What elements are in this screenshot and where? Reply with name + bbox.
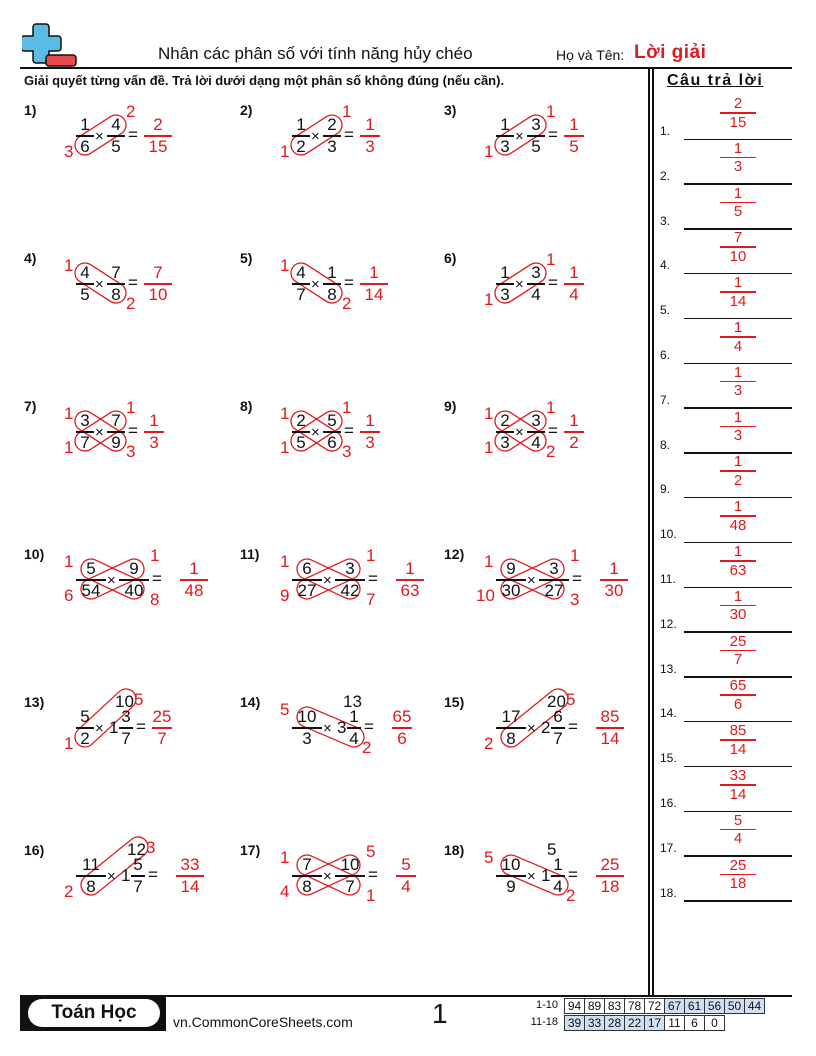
problem-number: 11) [240, 546, 260, 562]
answer-value: 1 3 [720, 410, 756, 444]
answer-fraction: 1 48 [180, 560, 208, 600]
answer-label: 7. [660, 392, 671, 407]
problem-number: 14) [240, 694, 261, 710]
answer-fraction: 25 18 [596, 856, 624, 896]
fraction-b: 6 7 [551, 708, 565, 748]
cancel-br: 2 [362, 738, 372, 757]
fraction-b: 3 42 [335, 560, 365, 600]
fraction-a: 3 7 [76, 412, 94, 452]
instructions: Giải quyết từng vấn đề. Trả lời dưới dạng một phân số không đúng (nếu cần). [24, 73, 505, 88]
fraction-a: 10 9 [496, 856, 526, 896]
answer-row-11 [660, 544, 794, 588]
improper-numerator: 5 [547, 840, 557, 859]
cancel-tr: 2 [126, 102, 136, 121]
problem-number: 17) [240, 842, 261, 858]
score-cell: 78 [625, 999, 645, 1014]
cancel-tl: 1 [484, 404, 494, 423]
score-row-label: 1-10 [535, 999, 558, 1011]
answer-value: 1 14 [720, 275, 756, 309]
answer-label: 12. [660, 616, 677, 631]
cancel-bl: 1 [484, 142, 494, 161]
cancel-tl: 1 [280, 552, 290, 571]
cancel-tl: 1 [280, 404, 290, 423]
answer-value: 7 10 [720, 230, 756, 264]
equals-sign: = [568, 717, 578, 736]
answer-fraction: 33 14 [176, 856, 204, 896]
problem-16 [24, 838, 224, 922]
worksheet-title: Nhân các phân số với tính năng hủy chéo [158, 44, 473, 63]
answer-label: 16. [660, 796, 677, 810]
answer-value: 1 3 [720, 141, 756, 175]
answer-label: 11. [660, 572, 676, 586]
cancel-bl: 4 [280, 882, 290, 901]
improper-numerator: 13 [343, 692, 362, 711]
logo-plus-minus-icon [22, 22, 80, 68]
multiply-sign: × [95, 424, 104, 441]
fraction-b: 9 40 [119, 560, 149, 600]
answer-value: 1 4 [720, 320, 756, 354]
cancel-br: 3 [342, 442, 352, 461]
problem-8 [240, 398, 440, 478]
fraction-a: 4 7 [292, 264, 310, 304]
cancel-br: 2 [546, 442, 556, 461]
answer-fraction: 1 14 [360, 264, 388, 304]
answer-fraction: 1 3 [360, 116, 380, 156]
problem-number: 10) [24, 546, 45, 562]
cancel-tr: 1 [546, 102, 556, 121]
problem-number: 6) [444, 250, 457, 266]
cancel-tr: 1 [126, 398, 136, 417]
name-label: Họ và Tên: [556, 47, 625, 63]
cancel-br: 3 [570, 590, 580, 609]
answer-column-divider [648, 67, 650, 995]
fraction-b: 7 9 [107, 412, 125, 452]
cancel-bl: 3 [64, 142, 74, 161]
equals-sign: = [344, 421, 354, 440]
fraction-a: 1 2 [292, 116, 310, 156]
score-cell: 39 [565, 1016, 585, 1031]
answer-fraction: 7 10 [144, 264, 172, 304]
score-cell: 22 [625, 1016, 645, 1031]
cancel-tl: 1 [280, 256, 290, 275]
equals-sign: = [152, 569, 162, 588]
problem-1 [24, 102, 224, 182]
answer-label: 8. [660, 437, 671, 452]
cancel-bl: 10 [476, 586, 495, 605]
score-row-label: 11-18 [530, 1016, 558, 1028]
cancel-bl: 9 [280, 586, 290, 605]
multiply-sign: × [527, 868, 536, 885]
answer-label: 17. [660, 840, 677, 855]
cancel-tr: 1 [570, 546, 580, 565]
equals-sign: = [128, 125, 138, 144]
answer-value: 1 2 [720, 454, 756, 488]
cancel-tr: 1 [342, 102, 352, 121]
answer-value: 25 7 [720, 634, 756, 668]
problem-number: 12) [444, 546, 465, 562]
equals-sign: = [548, 125, 558, 144]
equals-sign: = [568, 865, 578, 884]
answer-row-4 [660, 230, 794, 274]
cancel-br: 3 [126, 442, 136, 461]
fraction-a: 17 8 [496, 708, 526, 748]
answers-header: Câu trả lời [667, 72, 764, 89]
score-cell: 11 [665, 1016, 685, 1031]
answer-value: 65 6 [720, 678, 756, 712]
multiply-sign: × [107, 868, 116, 885]
cancel-br: 1 [366, 886, 376, 905]
equals-sign: = [548, 273, 558, 292]
improper-numerator: 20 [547, 692, 566, 711]
answer-value: 33 14 [720, 768, 756, 802]
score-row [564, 1015, 725, 1031]
answer-row-8 [660, 410, 794, 454]
problem-17 [240, 842, 440, 922]
cancel-bl: 2 [484, 734, 494, 753]
answer-label: 2. [660, 168, 671, 183]
multiply-sign: × [311, 424, 320, 441]
problem-3 [444, 102, 644, 182]
problem-5 [240, 250, 440, 330]
answer-fraction: 1 3 [360, 412, 380, 452]
problem-number: 15) [444, 694, 465, 710]
multiply-sign: × [95, 276, 104, 293]
multiply-sign: × [527, 572, 536, 589]
answer-label: 13. [660, 661, 677, 676]
answer-fraction: 1 4 [564, 264, 584, 304]
footer-site-link[interactable]: vn.CommonCoreSheets.com [173, 1014, 353, 1030]
fraction-b: 3 27 [539, 560, 569, 600]
answer-fraction: 85 14 [596, 708, 624, 748]
fraction-b: 5 6 [323, 412, 341, 452]
score-cell: 72 [645, 999, 665, 1014]
multiply-sign: × [323, 868, 332, 885]
problem-14 [240, 694, 440, 774]
name-value: Lời giải [634, 42, 707, 63]
multiply-sign: × [311, 276, 320, 293]
fraction-a: 5 54 [76, 560, 106, 600]
answer-value: 1 30 [720, 589, 756, 623]
cancel-tr: 5 [566, 690, 576, 709]
answer-fraction: 1 3 [144, 412, 164, 452]
answer-row-2 [660, 141, 794, 185]
answer-row-3 [660, 186, 794, 230]
equals-sign: = [344, 125, 354, 144]
answer-row-10 [660, 499, 794, 543]
fraction-a: 1 6 [76, 116, 94, 156]
fraction-b: 10 7 [335, 856, 365, 896]
problem-number: 8) [240, 398, 253, 414]
cancel-tr: 1 [366, 546, 376, 565]
equals-sign: = [128, 273, 138, 292]
answer-value: 1 3 [720, 365, 756, 399]
fraction-b: 5 7 [131, 856, 145, 896]
answer-row-1 [660, 96, 794, 140]
multiply-sign: × [323, 572, 332, 589]
cancel-tr: 1 [546, 250, 556, 269]
equals-sign: = [572, 569, 582, 588]
footer-brand: Toán Học [28, 999, 160, 1027]
cancel-tr: 3 [146, 838, 156, 857]
answer-label: 14. [660, 706, 677, 721]
answer-fraction: 2 15 [144, 116, 172, 156]
fraction-a: 10 3 [292, 708, 322, 748]
cancel-bl: 1 [64, 438, 74, 457]
improper-numerator: 12 [127, 840, 146, 859]
multiply-sign: × [515, 424, 524, 441]
cancel-br: 2 [566, 886, 576, 905]
score-row [564, 998, 765, 1014]
score-cell: 83 [605, 999, 625, 1014]
problem-number: 2) [240, 102, 253, 118]
answer-fraction: 25 7 [152, 707, 172, 748]
fraction-a: 4 5 [76, 264, 94, 304]
answer-column-divider [652, 67, 654, 995]
cancel-br: 2 [126, 294, 136, 313]
whole-number: 1 [109, 718, 119, 737]
score-cell: 67 [665, 999, 685, 1014]
problem-10 [24, 546, 224, 626]
problem-number: 3) [444, 102, 457, 118]
whole-number: 2 [541, 718, 551, 737]
answer-row-14 [660, 678, 794, 722]
problem-9 [444, 398, 644, 478]
answer-row-12 [660, 589, 794, 633]
multiply-sign: × [527, 720, 536, 737]
answer-label: 6. [660, 348, 671, 362]
cancel-tl: 5 [484, 848, 494, 867]
cancel-tl: 5 [280, 700, 290, 719]
answer-row-5 [660, 275, 794, 319]
score-cell: 56 [705, 999, 725, 1014]
cancel-bl: 1 [64, 734, 74, 753]
problem-4 [24, 250, 224, 330]
fraction-a: 2 3 [496, 412, 514, 452]
answer-fraction: 65 6 [392, 707, 412, 748]
score-cell: 6 [685, 1016, 705, 1031]
fraction-a: 1 3 [496, 116, 514, 156]
answer-label: 1. [660, 124, 671, 138]
fraction-a: 9 30 [496, 560, 526, 600]
answer-fraction: 5 4 [396, 856, 416, 896]
cancel-bl: 1 [484, 290, 494, 309]
whole-number: 3 [337, 718, 347, 737]
fraction-a: 2 5 [292, 412, 310, 452]
problem-7 [24, 398, 224, 478]
cancel-tl: 1 [280, 848, 290, 867]
problem-number: 5) [240, 250, 253, 266]
fraction-a: 11 8 [76, 856, 106, 896]
cancel-bl: 2 [64, 882, 74, 901]
cancel-tl: 1 [64, 404, 74, 423]
whole-number: 1 [541, 866, 551, 885]
problem-number: 9) [444, 398, 457, 414]
fraction-b: 2 3 [323, 116, 341, 156]
multiply-sign: × [311, 128, 320, 145]
whole-number: 1 [121, 866, 131, 885]
answer-row-13 [660, 634, 794, 678]
cancel-bl: 6 [64, 586, 74, 605]
cancel-tr: 1 [546, 398, 556, 417]
page-number: 1 [432, 998, 448, 1029]
equals-sign: = [548, 421, 558, 440]
cancel-tr: 1 [342, 398, 352, 417]
fraction-b: 3 4 [527, 412, 545, 452]
answer-label: 3. [660, 213, 671, 228]
fraction-a: 1 3 [496, 264, 514, 304]
answer-value: 5 4 [720, 813, 756, 847]
cancel-br: 2 [342, 294, 352, 313]
problem-number: 13) [24, 694, 45, 710]
equals-sign: = [128, 421, 138, 440]
answer-value: 85 14 [720, 723, 756, 757]
answer-label: 4. [660, 258, 671, 273]
equals-sign: = [136, 717, 146, 736]
equals-sign: = [368, 569, 378, 588]
answer-row-6 [660, 320, 794, 364]
problem-13 [24, 690, 224, 774]
problem-15 [444, 690, 644, 774]
fraction-b: 1 4 [551, 856, 565, 896]
fraction-b: 1 4 [347, 708, 361, 748]
score-cell: 0 [705, 1016, 725, 1031]
answer-row-7 [660, 365, 794, 409]
multiply-sign: × [323, 720, 332, 737]
equals-sign: = [148, 865, 158, 884]
score-cell: 33 [585, 1016, 605, 1031]
equals-sign: = [364, 717, 374, 736]
cancel-tl: 1 [484, 552, 494, 571]
fraction-a: 7 8 [292, 856, 322, 896]
equals-sign: = [344, 273, 354, 292]
problem-number: 7) [24, 398, 37, 414]
answer-row-17 [660, 813, 794, 857]
multiply-sign: × [515, 128, 524, 145]
score-cell: 17 [645, 1016, 665, 1031]
cancel-bl: 1 [280, 438, 290, 457]
cancel-tr: 5 [134, 690, 144, 709]
fraction-b: 3 4 [527, 264, 545, 304]
answer-row-16 [660, 768, 794, 812]
answer-value: 1 63 [720, 544, 756, 578]
answer-value: 1 48 [720, 499, 756, 533]
improper-numerator: 10 [115, 692, 134, 711]
fraction-b: 1 8 [323, 264, 341, 304]
fraction-b: 4 5 [107, 116, 125, 156]
answer-label: 5. [660, 303, 671, 318]
cancel-br: 8 [150, 590, 160, 609]
answer-fraction: 1 63 [396, 560, 424, 600]
problem-6 [444, 250, 644, 330]
answer-fraction: 1 30 [600, 560, 628, 600]
problem-12 [444, 546, 644, 626]
cancel-tl: 1 [64, 552, 74, 571]
fraction-a: 6 27 [292, 560, 322, 600]
cancel-tl: 1 [64, 256, 74, 275]
score-cell: 28 [605, 1016, 625, 1031]
answer-value: 1 5 [720, 186, 756, 220]
cancel-bl: 1 [484, 438, 494, 457]
answer-row-9 [660, 454, 794, 498]
problem-2 [240, 102, 440, 182]
equals-sign: = [368, 865, 378, 884]
problem-number: 18) [444, 842, 465, 858]
score-cell: 50 [725, 999, 745, 1014]
problem-11 [240, 546, 440, 626]
cancel-tr: 5 [366, 842, 376, 861]
cancel-br: 7 [366, 590, 376, 609]
fraction-b: 7 8 [107, 264, 125, 304]
answer-line [684, 900, 792, 902]
answer-label: 10. [660, 527, 677, 542]
score-cell: 44 [745, 999, 765, 1014]
answer-value: 2 15 [720, 96, 756, 130]
score-cell: 89 [585, 999, 605, 1014]
fraction-a: 5 2 [76, 708, 94, 748]
multiply-sign: × [107, 572, 116, 589]
header-divider [20, 67, 792, 69]
answer-label: 15. [660, 751, 677, 766]
answer-fraction: 1 2 [564, 412, 584, 452]
score-cell: 94 [565, 999, 585, 1014]
fraction-b: 3 7 [119, 708, 133, 748]
score-cell: 61 [685, 999, 705, 1014]
answer-fraction: 1 5 [564, 116, 584, 156]
problem-18 [444, 842, 644, 922]
fraction-b: 3 5 [527, 116, 545, 156]
answer-value: 25 18 [720, 858, 756, 892]
cancel-tr: 1 [150, 546, 160, 565]
multiply-sign: × [515, 276, 524, 293]
problem-number: 4) [24, 250, 37, 266]
problem-number: 1) [24, 102, 37, 118]
cancel-bl: 1 [280, 142, 290, 161]
answer-row-18 [660, 858, 794, 902]
answer-label: 18. [660, 885, 677, 900]
multiply-sign: × [95, 128, 104, 145]
answer-row-15 [660, 723, 794, 767]
multiply-sign: × [95, 720, 104, 737]
problem-number: 16) [24, 842, 45, 858]
answer-label: 9. [660, 482, 671, 497]
